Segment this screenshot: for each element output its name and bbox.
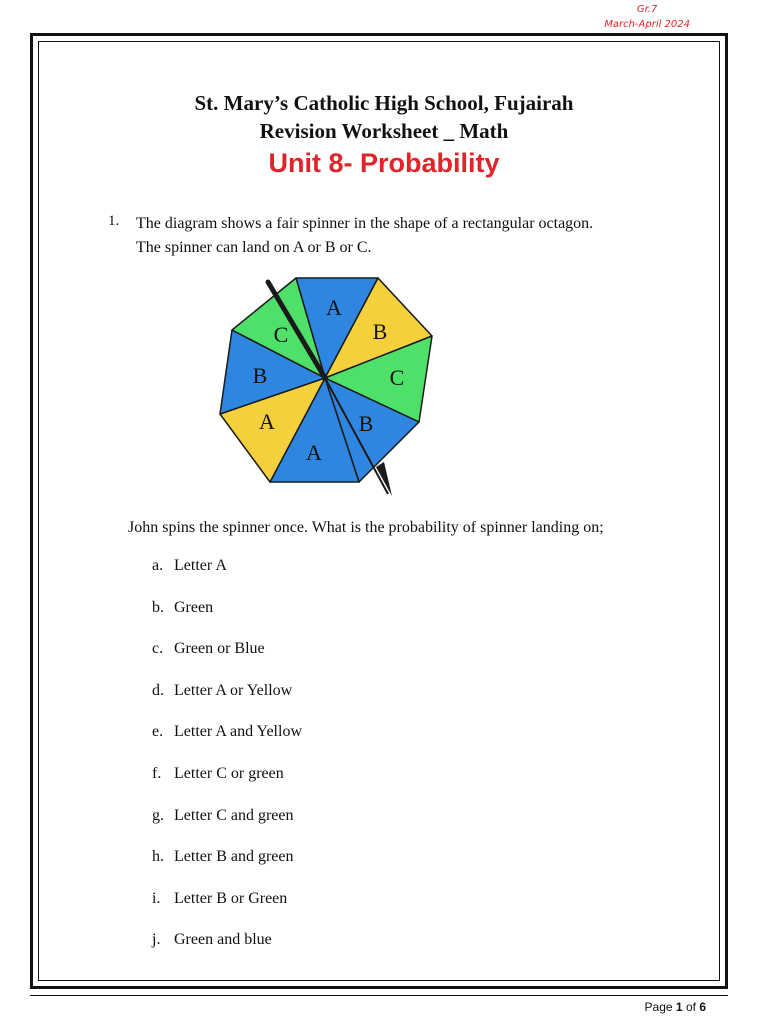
spinner-label: B (252, 363, 268, 389)
grade-note: Gr.7 (636, 4, 658, 15)
option-text: Letter B or Green (174, 889, 288, 907)
option-text: Letter B and green (174, 848, 294, 866)
option-item (152, 890, 302, 932)
question-line-1: The diagram shows a fair spinner in the shape of a rectangular octagon. (136, 215, 594, 232)
school-name: St. Mary’s Catholic High School, Fujairah (194, 91, 574, 115)
option-text: Green (174, 598, 214, 616)
option-item (152, 682, 302, 724)
worksheet-title: Revision Worksheet _ Math (259, 119, 509, 143)
option-item (152, 723, 302, 765)
question-prompt: John spins the spinner once. What is the probability of spinner landing on; (128, 519, 604, 536)
page-label: Page (644, 1000, 673, 1014)
corner-note (604, 2, 690, 32)
option-letter: b. (152, 598, 164, 616)
page-current: 1 (675, 1000, 683, 1014)
spinner-label: A (326, 295, 342, 321)
spinner-label: A (259, 409, 275, 435)
page-total: 6 (699, 1000, 706, 1014)
question-number: 1. (108, 213, 120, 229)
spinner-label: C (273, 322, 289, 348)
question-line-2: The spinner can land on A or B or C. (136, 239, 372, 256)
option-text: Letter C or green (174, 764, 284, 782)
option-item (152, 599, 302, 641)
term-note: March-April 2024 (604, 19, 690, 30)
option-letter: c. (152, 640, 164, 658)
option-text: Letter C and green (174, 806, 294, 824)
page-of: of (685, 1000, 696, 1014)
spinner-pivot (322, 375, 328, 381)
option-item (152, 557, 302, 599)
option-item (152, 765, 302, 807)
option-letter: d. (152, 681, 164, 699)
unit-title: Unit 8- Probability (268, 148, 500, 178)
option-item (152, 640, 302, 682)
option-letter: f. (152, 764, 162, 782)
option-item (152, 848, 302, 890)
spinner-diagram (214, 274, 436, 504)
spinner-label: B (358, 411, 374, 437)
option-letter: j. (152, 931, 161, 949)
footer-divider (30, 995, 728, 996)
spinner-label: B (372, 319, 388, 345)
page-number (645, 1000, 706, 1014)
spinner-label: A (306, 440, 322, 466)
option-letter: e. (152, 723, 164, 741)
option-letter: h. (152, 848, 164, 866)
option-text: Letter A and Yellow (174, 723, 302, 741)
option-letter: i. (152, 889, 161, 907)
option-text: Green or Blue (174, 640, 265, 658)
page-border-inner (38, 41, 720, 981)
options-list (152, 557, 302, 973)
option-letter: g. (152, 806, 164, 824)
spinner-label: C (389, 365, 405, 391)
spinner-arrow-tip (376, 462, 392, 496)
option-text: Green and blue (174, 931, 272, 949)
option-text: Letter A (174, 557, 227, 574)
option-item (152, 807, 302, 849)
option-item (152, 931, 302, 973)
option-text: Letter A or Yellow (174, 681, 293, 699)
option-letter: a. (152, 557, 164, 574)
